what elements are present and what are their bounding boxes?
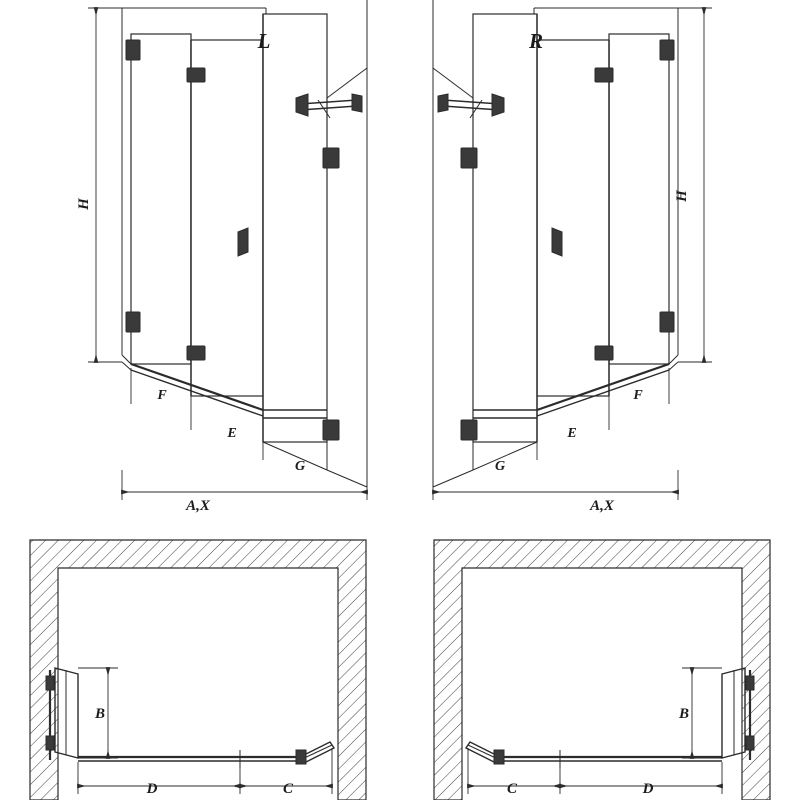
- front-view-left: [88, 0, 367, 500]
- label-run-c-right: C: [506, 781, 518, 797]
- label-panel-f-left: F: [157, 388, 167, 403]
- label-handing-left: L: [257, 29, 271, 53]
- label-width-right: A,X: [590, 498, 614, 514]
- label-depth-b-left: B: [94, 706, 106, 722]
- label-handing-right: R: [528, 29, 544, 53]
- front-view-right: [433, 0, 712, 500]
- label-height-left: H: [76, 198, 92, 210]
- label-panel-e-right: E: [567, 426, 577, 441]
- plan-view-right: [434, 540, 770, 800]
- label-run-c-left: C: [282, 781, 294, 797]
- label-depth-b-right: B: [678, 706, 690, 722]
- label-height-right: H: [674, 190, 690, 202]
- label-panel-f-right: F: [633, 388, 643, 403]
- label-run-d-left: D: [146, 781, 158, 797]
- plan-view-left: [30, 540, 366, 800]
- label-width-left: A,X: [186, 498, 210, 514]
- label-run-d-right: D: [642, 781, 654, 797]
- label-panel-e-left: E: [227, 426, 237, 441]
- label-panel-g-left: G: [294, 459, 306, 474]
- label-panel-g-right: G: [494, 459, 506, 474]
